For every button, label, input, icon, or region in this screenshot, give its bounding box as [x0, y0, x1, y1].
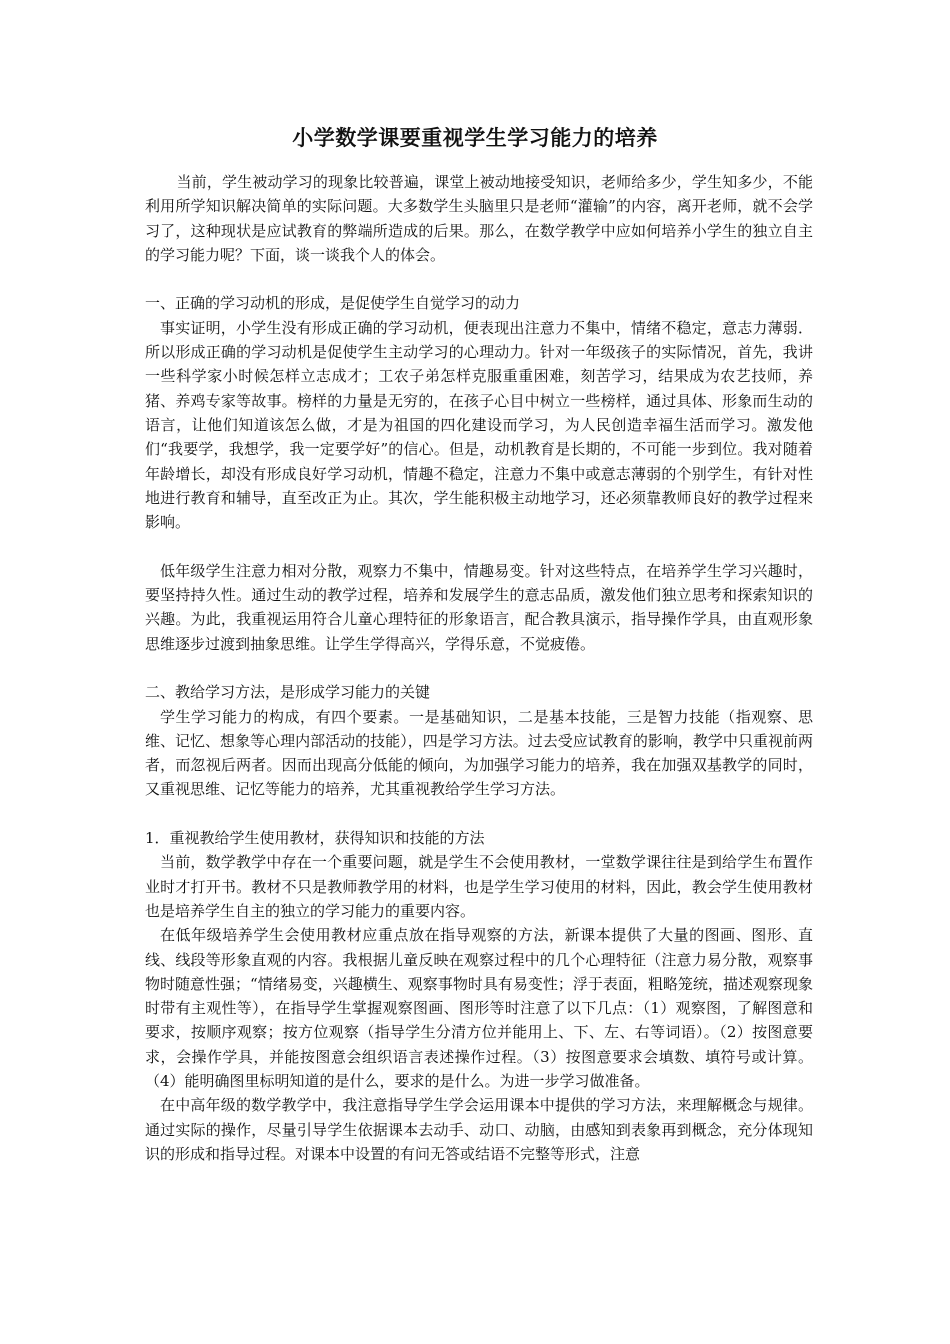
paragraph-gap — [145, 656, 813, 680]
paragraph-gap — [145, 534, 813, 558]
section-1-paragraph-2: 低年级学生注意力相对分散，观察力不集中，情趣易变。针对这些特点，在培养学生学习兴趣时，要坚持持久性。通过生动的教学过程，培养和发展学生的意志品质，激发他们独立思考和探索知识的兴趣。为此，我重视运用符合儿童心理特征的形象语言，配合教具演示，指导操作学具，由直观形象思维逐步过渡到抽象思维。让学生学得高兴，学得乐意，不觉疲倦。 — [145, 561, 813, 653]
intro-paragraph: 当前，学生被动学习的现象比较普遍，课堂上被动地接受知识，老师给多少，学生知多少，不能利用所学知识解决简单的实际问题。大多数学生头脑里只是老师“灌输”的内容，离开老师，就不会学习了，这种现状是应试教育的弊端所造成的后果。那么，在数学教学中应如何培养小学生的独立自主的学习能力呢？下面，谈一谈我个人的体会。 — [145, 173, 813, 264]
paragraph-gap — [145, 267, 813, 291]
document-body — [145, 170, 813, 1166]
subsection-1-paragraph-1: 当前，数学教学中存在一个重要问题，就是学生不会使用教材，一堂数学课往往是到给学生布置作业时才打开书。教材不只是教师教学用的材料，也是学生学习使用的材料，因此，教会学生使用教材也是培养学生自主的独立的学习能力的重要内容。 — [145, 853, 813, 920]
paragraph-gap — [145, 802, 813, 826]
document-title: 小学数学课要重视学生学习能力的培养 — [292, 125, 658, 150]
section-2-heading: 二、教给学习方法，是形成学习能力的关键 — [145, 683, 431, 702]
section-2-paragraph-1: 学生学习能力的构成，有四个要素。一是基础知识，二是基本技能，三是智力技能（指观察、思维、记忆、想象等心理内部活动的技能），四是学习方法。过去受应试教育的影响，教学中只重视前两者，而忽视后两者。因而出现高分低能的倾向，为加强学习能力的培养，我在加强双基教学的同时，又重视思维、记忆等能力的培养，尤其重视教给学生学习方法。 — [145, 707, 813, 799]
subsection-1-heading: 1．重视教给学生使用教材，获得知识和技能的方法 — [145, 829, 485, 848]
subsection-1-paragraph-3: 在中高年级的数学教学中，我注意指导学生学会运用课本中提供的学习方法，来理解概念与规律。通过实际的操作，尽量引导学生依据课本去动手、动口、动脑，由感知到表象再到概念，充分体现知识的形成和指导过程。对课本中设置的有问无答或结语不完整等形式，注意 — [145, 1096, 813, 1163]
section-1-heading: 一、正确的学习动机的形成，是促使学生自觉学习的动力 — [145, 294, 521, 313]
subsection-1-paragraph-2: 在低年级培养学生会使用教材应重点放在指导观察的方法，新课本提供了大量的图画、图形、直线、线段等形象直观的内容。我根据儿童反映在观察过程中的几个心理特征（注意力易分散，观察事物时随意性强；“情绪易变，兴趣横生、观察事物时具有易变性；浮于表面，粗略笼统，描述观察现象时带有主观性等），在指导学生掌握观察图画、图形等时注意了以下几点：（1）观察图，了解图意和要求，按顺序观察；按方位观察（指导学生分清方位并能用上、下、左、右等词语）。（2）按图意要求，会操作学具，并能按图意会组织语言表述操作过程。（3）按图意要求会填数、填符号或计算。（4）能明确图里标明知道的是什么，要求的是什么。为进一步学习做准备。 — [145, 926, 813, 1090]
section-1-paragraph-1: 事实证明，小学生没有形成正确的学习动机，便表现出注意力不集中，情绪不稳定，意志力薄弱．所以形成正确的学习动机是促使学生主动学习的心理动力。针对一年级孩子的实际情况，首先，我讲一些科学家小时候怎样立志成才；工农子弟怎样克服重重困难，刻苦学习，结果成为农艺技师，养猪、养鸡专家等故事。榜样的力量是无穷的，在孩子心目中树立一些榜样，通过具体、形象而生动的语言，让他们知道该怎么做，才是为祖国的四化建设而学习，为人民创造幸福生活而学习。激发他们“我要学，我想学，我一定要学好”的信心。但是，动机教育是长期的，不可能一步到位。我对随着年龄增长，却没有形成良好学习动机，情趣不稳定，注意力不集中或意志薄弱的个别学生，有针对性地进行教育和辅导，直至改正为止。其次，学生能积极主动地学习，还必须靠教师良好的教学过程来影响。 — [145, 318, 813, 532]
